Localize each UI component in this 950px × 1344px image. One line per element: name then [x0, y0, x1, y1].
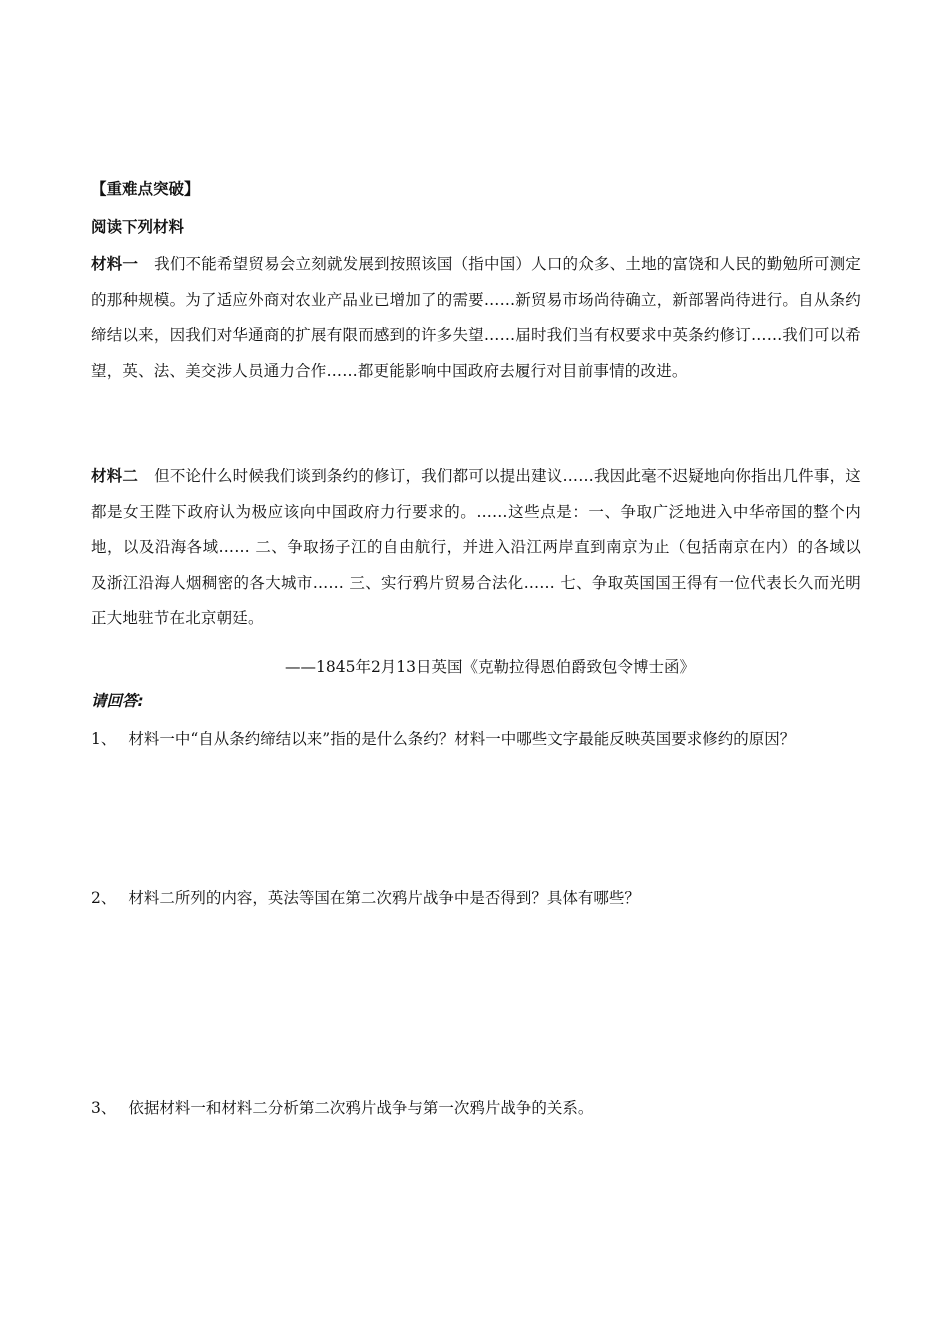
source-citation: ——1845年2月13日英国《克勒拉得恩伯爵致包令博士函》	[285, 658, 696, 676]
question-number: 2、	[91, 889, 117, 907]
question-text: 依据材料一和材料二分析第二次鸦片战争与第一次鸦片战争的关系。	[128, 1099, 594, 1117]
question-number: 1、	[91, 730, 117, 748]
read-title: 阅读下列材料	[91, 218, 185, 236]
material-one-paragraph	[91, 247, 861, 389]
question-text: 材料二所列的内容，英法等国在第二次鸦片战争中是否得到？具体有哪些？	[128, 889, 640, 907]
answer-title: 请回答:	[91, 692, 144, 710]
section-title: 【重难点突破】	[91, 180, 200, 198]
question-2	[91, 887, 861, 909]
question-3	[91, 1097, 861, 1119]
question-1	[91, 728, 881, 750]
question-text: 材料一中“自从条约缔结以来”指的是什么条约？材料一中哪些文字最能反映英国要求修约的原因？	[128, 730, 796, 748]
material-two-label: 材料二	[91, 467, 139, 485]
material-one-text: 我们不能希望贸易会立刻就发展到按照该国（指中国）人口的众多、土地的富饶和人民的勤勉所可测定的那种规模。为了适应外商对农业产品业已增加了的需要……新贸易市场尚待确立，新部署尚待进行。自从条约缔结以来，因我们对华通商的扩展有限而感到的许多失望……届时我们当有权要求中英条约修订……我们可以希望，英、法、美交涉人员通力合作……都更能影响中国政府去履行对目前事情的改进。	[91, 255, 861, 380]
material-one-label: 材料一	[91, 255, 139, 273]
material-two-paragraph	[91, 459, 861, 637]
material-two-text: 但不论什么时候我们谈到条约的修订，我们都可以提出建议……我因此毫不迟疑地向你指出几件事，这都是女王陛下政府认为极应该向中国政府力行要求的。……这些点是：一、争取广泛地进入中华帝国的整个内地，以及沿海各域…… 二、争取扬子江的自由航行，并进入沿江两岸直到南京为止（包括南京在内）的各域以及浙江沿海人烟稠密的各大城市…… 三、实行鸦片贸易合法化…… 七、争取英国国王得有一位代表长久而光明正大地驻节在北京朝廷。	[91, 467, 861, 627]
question-number: 3、	[91, 1099, 117, 1117]
